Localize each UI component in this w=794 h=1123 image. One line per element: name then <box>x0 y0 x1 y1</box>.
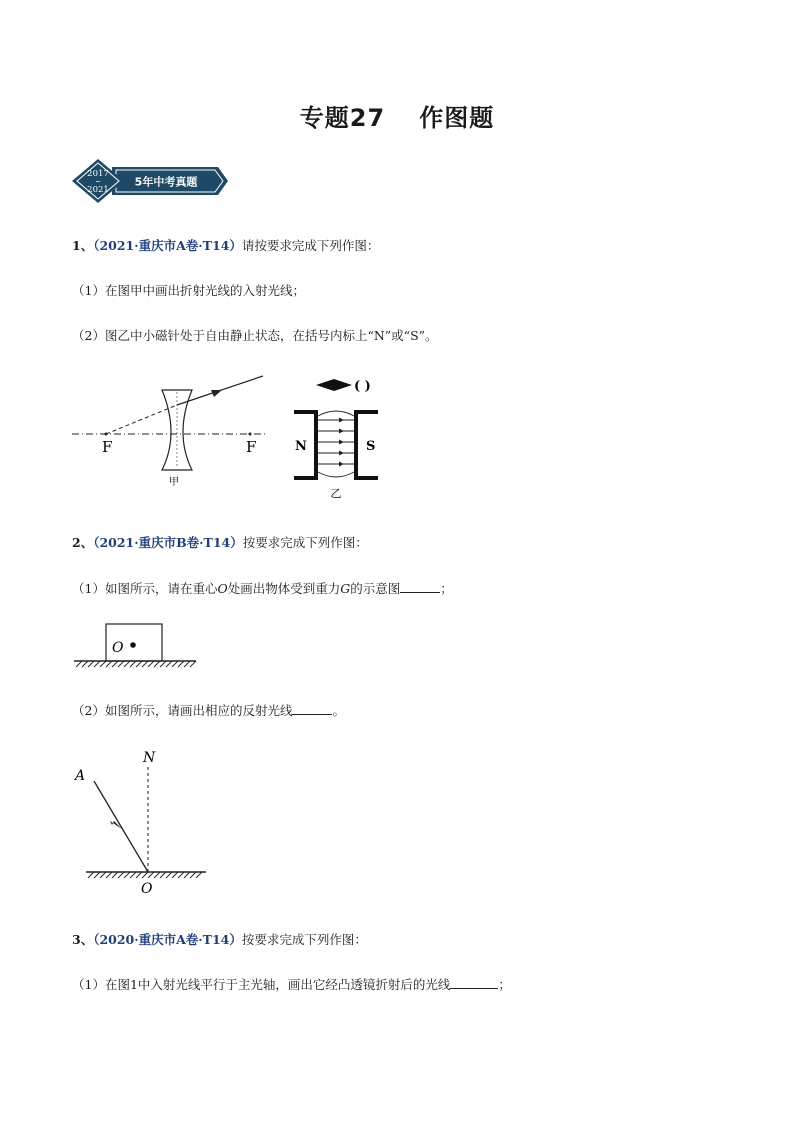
mirror-hatching <box>88 872 202 878</box>
focus-right-label: F <box>246 438 257 456</box>
center-label: O <box>112 640 124 656</box>
dashed-extension-line <box>106 405 177 434</box>
question-3-source: （2020·重庆市A卷·T14） <box>93 932 242 947</box>
compass-needle-icon <box>316 379 352 391</box>
question-2-source: （2021·重庆市B卷·T14） <box>93 535 243 550</box>
question-3-number: 3、 <box>72 932 94 947</box>
badge-year-bottom: 2021 <box>87 185 109 195</box>
pole-left-label: N <box>295 439 307 454</box>
figure-jia-caption: 甲 <box>169 477 179 488</box>
pole-right-label: S <box>366 439 376 454</box>
point-o-label: O <box>141 881 153 897</box>
answer-blank[interactable] <box>292 703 332 715</box>
question-3-part-1: （1）在图1中入射光线平行于主光轴，画出它经凸透镜折射后的光线 ； <box>72 977 511 992</box>
question-2-number: 2、 <box>72 535 94 550</box>
badge-year-top: 2017 <box>87 169 109 179</box>
question-1-source: （2021·重庆市A卷·T14） <box>93 238 242 253</box>
page-title <box>0 98 794 133</box>
figure-reflection <box>72 745 212 897</box>
answer-blank[interactable] <box>400 581 440 593</box>
ray-arrow-icon <box>211 390 222 397</box>
ground-hatching <box>76 661 196 667</box>
section-badge <box>72 158 232 204</box>
answer-blank[interactable] <box>450 977 498 989</box>
question-1-number: 1、 <box>72 238 94 253</box>
question-2-prompt: 按要求完成下列作图： <box>242 535 368 550</box>
center-of-gravity-dot <box>130 642 136 648</box>
question-3-header <box>72 930 367 948</box>
question-1-prompt: 请按要求完成下列作图： <box>241 238 380 253</box>
question-2-header <box>72 533 368 551</box>
question-2-part-2: （2）如图所示，请画出相应的反射光线 。 <box>72 703 345 718</box>
question-1-part-2: （2）图乙中小磁针处于自由静止状态，在括号内标上“N”或“S”。 <box>72 328 438 343</box>
question-1-header <box>72 236 379 254</box>
section-badge-graphic <box>72 158 232 204</box>
figure-concave-lens <box>70 372 270 492</box>
question-1-part-1: （1）在图甲中画出折射光线的入射光线； <box>72 283 305 298</box>
figure-yi-caption: 乙 <box>330 487 342 500</box>
badge-label: 5年中考真题 <box>134 175 198 189</box>
focus-left-label: F <box>102 438 113 456</box>
title-sub: 作图题 <box>419 104 495 132</box>
normal-n-label: N <box>143 750 156 766</box>
badge-tilde: ~ <box>95 178 101 186</box>
title-main: 专题27 <box>299 104 386 132</box>
incident-ray <box>94 781 148 872</box>
question-2-part-1: （1）如图所示，请在重心O处画出物体受到重力G的示意图 ； <box>72 581 453 596</box>
figure-block-on-ground <box>72 618 198 670</box>
pole-answer-bracket: ( ) <box>354 379 371 394</box>
question-3-prompt: 按要求完成下列作图： <box>241 932 367 947</box>
point-a-label: A <box>75 768 86 784</box>
figure-magnet-field <box>286 372 396 502</box>
